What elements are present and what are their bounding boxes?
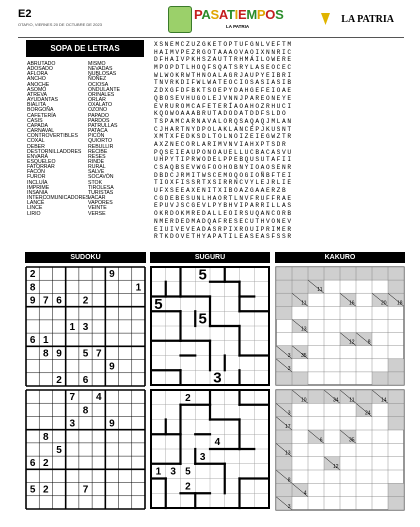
- grid-row: PQSEIEAUPONOAUELLUCBACASVU: [154, 148, 293, 156]
- sudoku-given: 9: [109, 361, 115, 373]
- grid-row: EIUIVEVEADASRPIXROUIPRIMER: [154, 225, 293, 233]
- blocked-cell: [340, 267, 356, 280]
- word-list-item: LANCÉ: [27, 200, 45, 207]
- word-list-item: BIALITA: [27, 102, 46, 109]
- logo-letter: A: [201, 7, 211, 22]
- sudoku-given: 7: [95, 348, 102, 360]
- logo-letter: I: [234, 7, 238, 22]
- sudoku-given: 5: [29, 484, 36, 496]
- word-list-item: OCIOSA: [88, 81, 109, 88]
- word-list-item: FATORRAR: [27, 164, 55, 171]
- suguru-given: 5: [198, 266, 207, 284]
- suguru-board-2: [150, 389, 270, 510]
- logo-letter: T: [227, 7, 235, 22]
- word-search-grid: [150, 39, 404, 247]
- word-list-item: ÑOÑEZ: [88, 76, 107, 83]
- blocked-cell: [276, 372, 292, 385]
- suguru-given: 3: [213, 369, 222, 386]
- logo-letter: A: [218, 7, 227, 22]
- grid-row: MPOPDTLHOQFSQATSRYLASEOCEC: [154, 64, 293, 72]
- sudoku-given: 2: [43, 458, 49, 470]
- mascot-icon: [168, 6, 192, 33]
- blocked-cell: [276, 390, 292, 403]
- grid-row: DFHAIVPKHSZAUTTRHMÁILOWERE: [154, 56, 293, 64]
- blocked-cell: [388, 417, 404, 430]
- logo-letter: O: [265, 7, 276, 22]
- blocked-cell: [308, 390, 324, 403]
- clue-number: 3: [287, 365, 291, 372]
- grid-row: EVRUROMCAFETERÍAOAHOZRHUCI: [154, 102, 293, 110]
- blocked-cell: [276, 280, 292, 293]
- word-list-item: CARNAVAL: [27, 128, 55, 135]
- grid-row: UHPYTIPRWODELPPEBQUSUTAFII: [154, 156, 293, 164]
- clue-number: 8: [367, 339, 371, 346]
- clue-number: 3: [287, 352, 291, 359]
- clue-number: 11: [317, 287, 323, 294]
- sudoku-given: 2: [56, 374, 62, 386]
- word-list-item: LIRIO: [27, 210, 41, 217]
- grid-row: HAIMVPEZRGOTAAAOVAOIXNNRIC: [154, 48, 293, 56]
- word-list-item: SALVE: [88, 169, 105, 176]
- kakuro-board-1: [275, 266, 405, 386]
- clue-number: 8: [287, 477, 291, 484]
- pasatiempos-logo: [166, 5, 284, 34]
- blocked-cell: [388, 359, 404, 372]
- kakuro-title: KAKURO: [275, 252, 405, 263]
- clue-number: 24: [364, 410, 371, 417]
- word-list-item: VEINTE: [88, 205, 107, 212]
- sudoku-given: 2: [29, 269, 36, 281]
- grid-row: TNVRKDIFWLWATEOCIOSASIASIB: [154, 79, 293, 87]
- word-list-item: ORLAR: [88, 97, 106, 104]
- word-list-item: NUBLOSAS: [88, 71, 117, 78]
- grid-row: WLWOKRWTHNOALAGRJAUPYEIBRI: [154, 71, 293, 79]
- grid-row: OKRDOKMREDALLEOIRSUQANCORB: [154, 210, 293, 218]
- grid-row: TSPAMCARNAVALORQSAQAQJMLAN: [154, 117, 293, 125]
- sudoku-given: 2: [82, 295, 89, 307]
- newspaper-name: LA PATRIA: [341, 14, 394, 25]
- sudoku-given: 7: [82, 484, 89, 496]
- word-list-item: PICÓN: [88, 133, 105, 140]
- suguru-board-1: [150, 266, 270, 386]
- word-list-column-2: [88, 62, 144, 217]
- suguru-given: 2: [185, 481, 191, 493]
- word-list-item: PATRULLAS: [88, 122, 118, 129]
- word-list-item: CAPADA: [27, 122, 48, 129]
- sudoku-given: 1: [43, 335, 49, 347]
- word-list-item: ESQUELEO: [27, 158, 56, 165]
- blocked-cell: [388, 403, 404, 416]
- clue-number: 4: [303, 490, 307, 497]
- clue-number: 13: [300, 326, 307, 333]
- grid-row: RTKDOVETHYAPATILEASEASFSSR: [154, 233, 293, 241]
- word-list-item: ANOCHE: [27, 81, 50, 88]
- clue-number: 11: [301, 300, 307, 307]
- grid-row: DBDCJRMITWSCEMOQOGIOÑBFTEI: [154, 171, 293, 179]
- word-list-item: FACÓN: [27, 169, 45, 176]
- sudoku-given: 7: [43, 295, 49, 307]
- header-rule: [18, 37, 404, 38]
- blocked-cell: [356, 390, 372, 403]
- grid-row: AXZNECORLARIMVNVIAHXPTSDR: [154, 140, 288, 148]
- blocked-cell: [276, 457, 292, 470]
- word-list-item: TIROLESA: [88, 184, 114, 191]
- grid-row: ZDXGFDFBKTSOEPYDAHGEFEIOAE: [154, 87, 293, 95]
- blocked-cell: [308, 267, 324, 280]
- sudoku-given: 5: [82, 348, 89, 360]
- sudoku-given: 9: [109, 269, 115, 281]
- word-list-item: DESTORNILLADORES: [27, 148, 82, 155]
- blocked-cell: [388, 280, 404, 293]
- clue-number: 3: [287, 504, 291, 510]
- word-list-item: RURAL: [88, 164, 106, 171]
- word-list-item: REBULLIR: [88, 143, 114, 150]
- word-list-item: VAPORES: [88, 200, 113, 207]
- suguru-given: 5: [185, 466, 191, 478]
- blocked-cell: [276, 267, 292, 280]
- grid-row: CJHARTNYDPOLAKLANCÉPJKUSNT: [154, 125, 293, 133]
- word-list-item: COXAL: [27, 138, 45, 145]
- kakuro-board-2: [275, 389, 405, 511]
- clue-number: 12: [348, 339, 355, 346]
- blocked-cell: [292, 280, 308, 293]
- word-list-item: PATACA: [88, 128, 108, 135]
- word-list-item: CONTROVERTIBLES: [27, 133, 78, 140]
- suguru-given: 4: [214, 437, 221, 449]
- blocked-cell: [388, 497, 404, 510]
- clue-number: 14: [380, 397, 387, 404]
- clue-number: 35: [300, 352, 307, 359]
- word-list-item: AFLORA: [27, 71, 48, 78]
- word-list-item: RINDE: [88, 158, 105, 165]
- word-list-item: NEVADAS: [88, 66, 113, 73]
- suguru-title: SUGURU: [150, 252, 270, 263]
- word-list-item: PARDOS: [88, 117, 110, 124]
- suguru-given: 5: [198, 310, 207, 328]
- clue-number: 34: [332, 397, 339, 404]
- sudoku-given: 9: [56, 348, 62, 360]
- sudoku-title: SUDOKU: [25, 252, 146, 263]
- word-list-item: ADOSADO: [27, 66, 53, 73]
- word-list-item: ATREVA: [27, 91, 47, 98]
- blocked-cell: [372, 372, 388, 385]
- logo-letter: S: [275, 7, 284, 22]
- word-list-item: ABRUTADO: [27, 61, 56, 67]
- word-list-item: IMPRIME: [27, 184, 50, 191]
- word-list-item: ENVARÁ: [27, 153, 48, 160]
- word-list-item: FUROR: [27, 174, 46, 181]
- word-list-item: VERSE: [88, 210, 106, 217]
- word-list-item: CAFETERÍA: [27, 112, 57, 119]
- page-number: E2: [18, 8, 32, 20]
- word-list-item: MISMO: [88, 61, 106, 67]
- logo-letter: S: [210, 7, 219, 22]
- blocked-cell: [388, 483, 404, 496]
- sudoku-given: 6: [29, 335, 36, 347]
- blocked-cell: [292, 267, 308, 280]
- sudoku-given: 8: [82, 405, 89, 417]
- grid-row: NMERDEDMADQAFRESECUTHVONEV: [154, 217, 293, 225]
- sudoku-given: 6: [29, 458, 36, 470]
- word-list-item: BORGOÑA: [27, 107, 54, 114]
- word-list-item: INSANIA: [27, 189, 48, 196]
- grid-row: TIOXFISSRTXSIRRNCVYLEJRLIE: [154, 179, 293, 187]
- sudoku-given: 8: [29, 282, 36, 294]
- word-list-item: ORINALES: [88, 91, 115, 98]
- grid-row: CSAQBSEVWGFOOHOBNYIOAOSENR: [154, 164, 293, 171]
- blocked-cell: [292, 372, 308, 385]
- blocked-cell: [388, 390, 404, 403]
- word-list-item: RECIBE: [88, 148, 108, 155]
- sudoku-given: 7: [69, 392, 76, 404]
- blocked-cell: [276, 430, 292, 443]
- clue-number: 12: [332, 464, 339, 470]
- word-list-item: LINCE: [27, 205, 43, 212]
- blocked-cell: [276, 293, 292, 306]
- clue-number: 20: [380, 300, 387, 307]
- word-list-item: OZONO: [88, 107, 108, 114]
- clue-number: 11: [349, 397, 355, 404]
- sudoku-board-2: [25, 389, 146, 510]
- sudoku-given: 8: [43, 431, 49, 443]
- blocked-cell: [388, 267, 404, 280]
- sudoku-given: 1: [69, 322, 76, 333]
- sudoku-given: 9: [29, 295, 36, 307]
- word-list-item: ASOMÓ: [27, 86, 47, 93]
- sudoku-given: 3: [69, 418, 76, 430]
- grid-row: UFXSEEAXENITXIBOAZGAAERZB: [154, 187, 288, 195]
- logo-letter: E: [237, 7, 247, 22]
- blocked-cell: [276, 306, 292, 319]
- suguru-given: 1: [155, 466, 162, 478]
- suguru-given: 5: [154, 295, 163, 313]
- clue-number: 13: [284, 450, 291, 457]
- clue-number: 16: [348, 300, 355, 307]
- word-list-item: AYUDANTAS: [27, 97, 58, 104]
- suguru-given: 3: [170, 466, 176, 478]
- suguru-given: 3: [199, 451, 206, 463]
- logo-letter: P: [256, 7, 266, 22]
- word-list-item: ANCHO: [27, 76, 46, 83]
- sudoku-given: 4: [95, 392, 102, 404]
- grid-row: CGDEBESUNLHAORTLNVFRUFFRAE: [154, 194, 293, 202]
- grid-row: KQOWOAAABRUTADODATDDFSLDO: [154, 110, 288, 118]
- word-list-item: INTERCOMUNICADORES: [27, 195, 90, 202]
- sopa-title: SOPA DE LETRAS: [26, 40, 144, 57]
- word-list-item: OXALATO: [88, 102, 113, 109]
- logo-letter: P: [194, 7, 202, 22]
- clue-number: 10: [300, 397, 307, 404]
- grid-row: XMTXFEDKSDLTOLNOIZEIEGWZTR: [154, 133, 293, 141]
- blocked-cell: [356, 267, 372, 280]
- blocked-cell: [324, 267, 340, 280]
- word-list-item: PAPADO: [88, 112, 109, 119]
- clue-number: 3: [287, 410, 291, 417]
- date-line: OTAFIO, VIERNES 20 DE OCTUBRE DE 2023: [18, 22, 102, 27]
- la-patria-emblem-icon: [321, 13, 330, 25]
- sudoku-given: 6: [82, 374, 89, 386]
- logo-title: [194, 7, 283, 22]
- word-list-item: SOCAVÓN: [88, 174, 114, 181]
- word-list-item: DEBER: [27, 143, 45, 150]
- sudoku-given: 6: [56, 295, 62, 307]
- word-list-item: INCLUÍA: [27, 179, 48, 186]
- word-list-item: STOK: [88, 179, 103, 186]
- word-list-item: CASIS: [27, 117, 43, 124]
- sudoku-given: 3: [82, 322, 89, 333]
- clue-number: 6: [319, 437, 323, 444]
- blocked-cell: [372, 267, 388, 280]
- blocked-cell: [388, 372, 404, 385]
- sudoku-given: 1: [135, 282, 142, 294]
- grid-row: EPUVJSCGEVLPYBHVIPARRILLAS: [154, 202, 293, 210]
- logo-letter: M: [246, 7, 257, 22]
- word-list-item: ONDULANTE: [88, 86, 120, 93]
- suguru-given: 2: [185, 392, 191, 404]
- word-list-column-1: [27, 61, 90, 217]
- blocked-cell: [276, 483, 292, 496]
- sudoku-given: 2: [43, 484, 49, 496]
- clue-number: 18: [396, 300, 403, 307]
- logo-subtitle: LA PATRIA: [226, 24, 250, 29]
- word-list-item: TURISTAS: [88, 189, 114, 196]
- sudoku-given: 5: [56, 445, 62, 456]
- sudoku-given: 8: [43, 348, 49, 360]
- word-list-item: RESES: [88, 153, 106, 160]
- word-list-item: QUIORTO: [88, 138, 113, 145]
- sudoku-given: 9: [109, 418, 115, 430]
- grid-row: QBOSEVHUGOLEJVNNJPAREONEYE: [154, 94, 293, 102]
- grid-row: XSNEMCZUZGKETOPTUFGNLVEFTM: [154, 41, 293, 48]
- clue-number: 35: [348, 437, 355, 444]
- clue-number: 17: [284, 424, 291, 430]
- sudoku-board-1: [25, 266, 146, 387]
- word-list-item: VACAR: [88, 195, 106, 202]
